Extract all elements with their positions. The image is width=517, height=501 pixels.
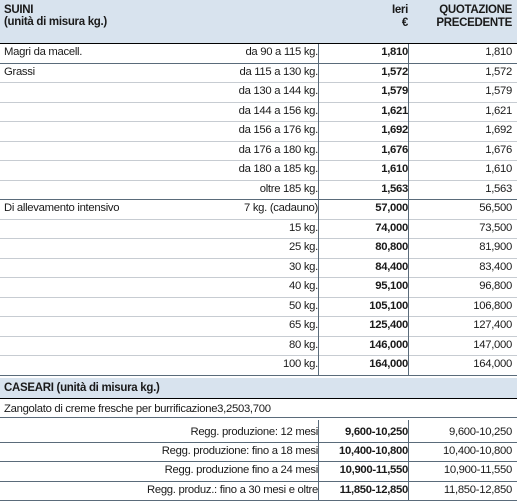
- ieri-value-cell: 74,000: [375, 221, 408, 234]
- table-row: [0, 462, 517, 481]
- weight-range-cell: 15 kg.: [289, 221, 318, 234]
- aging-cell: Regg. produzione fino a 24 mesi: [164, 464, 318, 477]
- aging-cell: Regg. produzione: 12 mesi: [190, 426, 318, 438]
- weight-range-cell: 30 kg.: [289, 260, 318, 273]
- aging-cell: Regg. produzione: fino a 18 mesi: [161, 445, 318, 458]
- category-cell: Magri da macell.: [4, 46, 83, 58]
- precedente-value-cell: 147,000: [473, 338, 512, 351]
- category-cell: Grassi: [4, 65, 35, 78]
- precedente-value-cell: 9,600-10,250: [449, 426, 512, 438]
- weight-range-cell: da 115 a 130 kg.: [239, 65, 318, 78]
- suini-unit: (unità di misura kg.): [4, 16, 107, 28]
- precedente-value-cell: 1,676: [485, 143, 512, 156]
- weight-range-cell: 40 kg.: [289, 280, 318, 292]
- table-row: [0, 181, 517, 201]
- weight-range-cell: da 90 a 115 kg.: [245, 46, 318, 58]
- ieri-value-cell: 9,600-10,250: [345, 426, 408, 438]
- precedente-value-cell: 1,621: [485, 104, 512, 117]
- table-row: [0, 424, 517, 443]
- precedente-value-cell: 96,800: [479, 280, 512, 292]
- weight-range-cell: 80 kg.: [289, 338, 318, 351]
- ieri-value-cell: 125,400: [369, 319, 408, 331]
- ieri-value-cell: 1,676: [381, 143, 408, 156]
- weight-range-cell: da 144 a 156 kg.: [238, 104, 318, 117]
- precedente-value-cell: 10,900-11,550: [443, 464, 512, 477]
- weight-range-cell: da 156 a 176 kg.: [238, 124, 318, 136]
- table-row: [0, 337, 517, 357]
- precedente-value-cell: 1,572: [485, 65, 512, 78]
- table-row: [0, 64, 517, 84]
- caseari-title: CASEARI (unità di misura kg.): [4, 382, 160, 394]
- column-divider: [408, 420, 409, 501]
- table-row: [0, 298, 517, 318]
- precedente-value-cell: 73,500: [479, 221, 512, 234]
- table-row: [0, 103, 517, 123]
- zangolato-row: [0, 400, 517, 418]
- precedente-value-cell: 81,900: [479, 241, 512, 253]
- weight-range-cell: da 130 a 144 kg.: [238, 85, 318, 97]
- table-row: [0, 200, 517, 220]
- ieri-value-cell: 95,100: [375, 280, 408, 292]
- table-row: [0, 317, 517, 337]
- category-cell: Di allevamento intensivo: [4, 202, 120, 214]
- ieri-value-cell: 105,100: [369, 299, 408, 312]
- table-row: [0, 220, 517, 240]
- ieri-value-cell: 164,000: [369, 358, 408, 370]
- table-row: [0, 278, 517, 298]
- precedente-value-cell: 1,563: [485, 182, 512, 195]
- ieri-value-cell: 11,850-12,850: [339, 483, 408, 496]
- precedente-value-cell: 11,850-12,850: [443, 483, 512, 496]
- table-row: [0, 482, 517, 501]
- precedente-value-cell: 127,400: [473, 319, 512, 331]
- weight-range-cell: 100 kg.: [283, 358, 318, 370]
- table-row: [0, 443, 517, 462]
- weight-range-cell: oltre 185 kg.: [259, 182, 318, 195]
- weight-range-cell: 50 kg.: [289, 299, 318, 312]
- ieri-value-cell: 10,400-10,800: [339, 445, 408, 458]
- column-divider: [318, 44, 319, 376]
- ieri-header: Ieri: [391, 4, 408, 16]
- precedente-value-cell: 1,810: [485, 46, 512, 58]
- column-divider: [408, 44, 409, 376]
- ieri-value-cell: 80,800: [375, 241, 408, 253]
- weight-range-cell: 25 kg.: [289, 241, 318, 253]
- ieri-value-cell: 10,900-11,550: [339, 464, 408, 477]
- table-row: [0, 122, 517, 142]
- ieri-value-cell: 1,610: [381, 163, 408, 175]
- precedente-value-cell: 83,400: [479, 260, 512, 273]
- weight-range-cell: 7 kg. (cadauno): [244, 202, 318, 214]
- table-row: [0, 83, 517, 103]
- ieri-value-cell: 84,400: [375, 260, 408, 273]
- aging-cell: Regg. produz.: fino a 30 mesi e oltre: [146, 483, 318, 496]
- caseari-header: [0, 378, 517, 399]
- column-divider: [318, 420, 319, 501]
- ieri-value-cell: 1,579: [381, 85, 408, 97]
- ieri-value-cell: 57,000: [375, 202, 408, 214]
- suini-title: SUINI: [4, 4, 34, 16]
- ieri-value-cell: 146,000: [369, 338, 408, 351]
- weight-range-cell: da 180 a 185 kg.: [238, 163, 318, 175]
- table-row: [0, 239, 517, 259]
- prec-header-line2: PRECEDENTE: [436, 17, 512, 29]
- table-row: [0, 259, 517, 279]
- precedente-value-cell: 1,692: [485, 124, 512, 136]
- precedente-value-cell: 1,579: [485, 85, 512, 97]
- zangolato-text: Zangolato di creme fresche per burrificazione3,2503,700: [4, 403, 271, 415]
- precedente-value-cell: 164,000: [473, 358, 512, 370]
- ieri-value-cell: 1,572: [381, 65, 408, 78]
- ieri-value-cell: 1,621: [381, 104, 408, 117]
- weight-range-cell: da 176 a 180 kg.: [238, 143, 318, 156]
- precedente-value-cell: 106,800: [473, 299, 512, 312]
- euro-symbol: €: [401, 17, 408, 29]
- table-row: [0, 142, 517, 162]
- precedente-value-cell: 1,610: [485, 163, 512, 175]
- precedente-value-cell: 10,400-10,800: [443, 445, 512, 458]
- ieri-value-cell: 1,692: [381, 124, 408, 136]
- prec-header-line1: QUOTAZIONE: [439, 4, 512, 16]
- ieri-value-cell: 1,563: [381, 182, 408, 195]
- ieri-value-cell: 1,810: [381, 46, 408, 58]
- table-row: [0, 356, 517, 376]
- table-row: [0, 161, 517, 181]
- weight-range-cell: 65 kg.: [289, 319, 318, 331]
- precedente-value-cell: 56,500: [479, 202, 512, 214]
- suini-header: [0, 0, 517, 44]
- table-row: [0, 44, 517, 64]
